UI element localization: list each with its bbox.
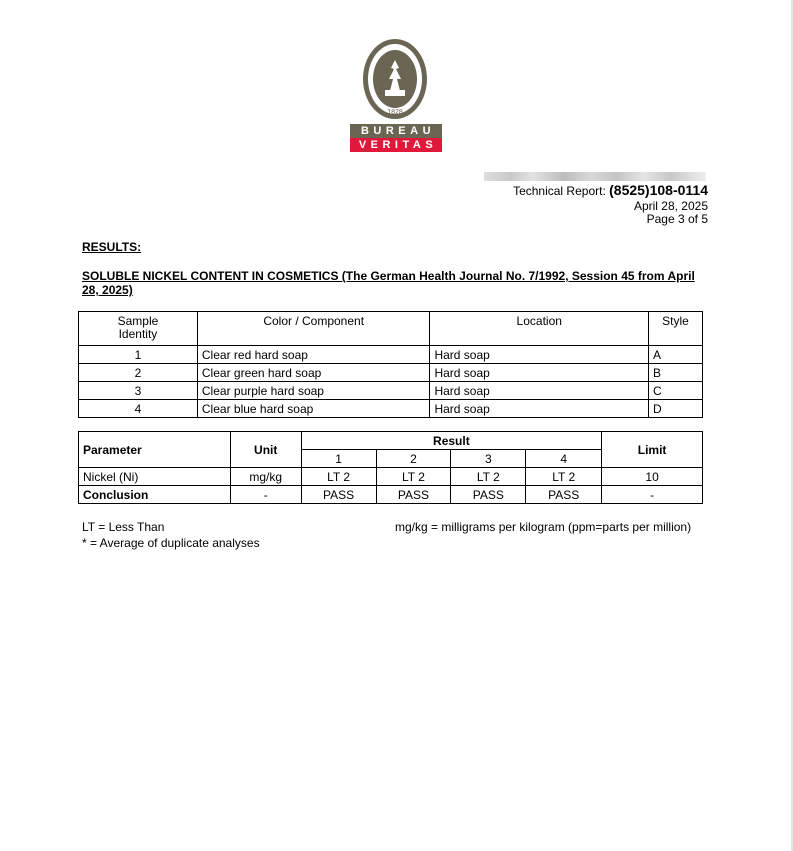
cell-result: LT 2 (301, 468, 376, 486)
cell-style: B (649, 364, 703, 382)
note-unit: mg/kg = milligrams per kilogram (ppm=parts per million) (395, 520, 692, 534)
note-average: * = Average of duplicate analyses (82, 536, 260, 550)
cell-location: Hard soap (430, 400, 649, 418)
cell-result: PASS (451, 486, 526, 504)
table-row (79, 468, 703, 486)
cell-location: Hard soap (430, 382, 649, 400)
logo-band-bureau: BUREAU (350, 124, 442, 138)
table-row (79, 382, 703, 400)
header-sample-4: 4 (526, 450, 602, 468)
cell-limit: 10 (602, 468, 703, 486)
cell-style: D (649, 400, 703, 418)
cell-location: Hard soap (430, 346, 649, 364)
header-sample-3: 3 (451, 450, 526, 468)
cell-result: PASS (376, 486, 451, 504)
cell-result: LT 2 (451, 468, 526, 486)
table-row (79, 486, 703, 504)
cell-sample-id: 1 (79, 346, 198, 364)
header-style: Style (649, 312, 703, 346)
cell-style: C (649, 382, 703, 400)
cell-parameter: Nickel (Ni) (79, 468, 231, 486)
cell-limit: - (602, 486, 703, 504)
samples-table (78, 311, 703, 418)
cell-sample-id: 4 (79, 400, 198, 418)
cell-location: Hard soap (430, 364, 649, 382)
cell-parameter: Conclusion (79, 486, 231, 504)
cell-component: Clear purple hard soap (197, 382, 430, 400)
section-title: SOLUBLE NICKEL CONTENT IN COSMETICS (The German Health Journal No. 7/1992, Session 45 from April 28, 2025) (82, 269, 695, 297)
results-heading: RESULTS: (82, 240, 142, 254)
cell-component: Clear red hard soap (197, 346, 430, 364)
header-color-component: Color / Component (197, 312, 430, 346)
cell-result: LT 2 (376, 468, 451, 486)
header-sample-1: 1 (301, 450, 376, 468)
header-sample-identity: Sample Identity (79, 312, 198, 346)
table-row (79, 364, 703, 382)
results-table (78, 431, 703, 504)
report-number-line (513, 182, 708, 198)
header-parameter: Parameter (79, 432, 231, 468)
seal-icon (362, 38, 428, 120)
cell-result: PASS (301, 486, 376, 504)
header-unit: Unit (230, 432, 301, 468)
redacted-client-line (484, 172, 706, 181)
report-number: (8525)108-0114 (609, 182, 708, 198)
logo-band-veritas: VERITAS (350, 138, 442, 152)
table-row (79, 346, 703, 364)
svg-text:1828: 1828 (387, 109, 403, 116)
cell-sample-id: 2 (79, 364, 198, 382)
results-header-row (79, 432, 703, 450)
report-label: Technical Report: (513, 184, 606, 198)
cell-result: PASS (526, 486, 602, 504)
cell-result: LT 2 (526, 468, 602, 486)
cell-component: Clear green hard soap (197, 364, 430, 382)
cell-sample-id: 3 (79, 382, 198, 400)
header-result: Result (301, 432, 602, 450)
cell-component: Clear blue hard soap (197, 400, 430, 418)
cell-style: A (649, 346, 703, 364)
table-header-row (79, 312, 703, 346)
cell-unit: - (230, 486, 301, 504)
header-limit: Limit (602, 432, 703, 468)
page-number: Page 3 of 5 (646, 212, 708, 226)
report-date: April 28, 2025 (633, 199, 708, 213)
header-location: Location (430, 312, 649, 346)
note-lt: LT = Less Than (82, 520, 165, 534)
table-row (79, 400, 703, 418)
header-sample-2: 2 (376, 450, 451, 468)
cell-unit: mg/kg (230, 468, 301, 486)
